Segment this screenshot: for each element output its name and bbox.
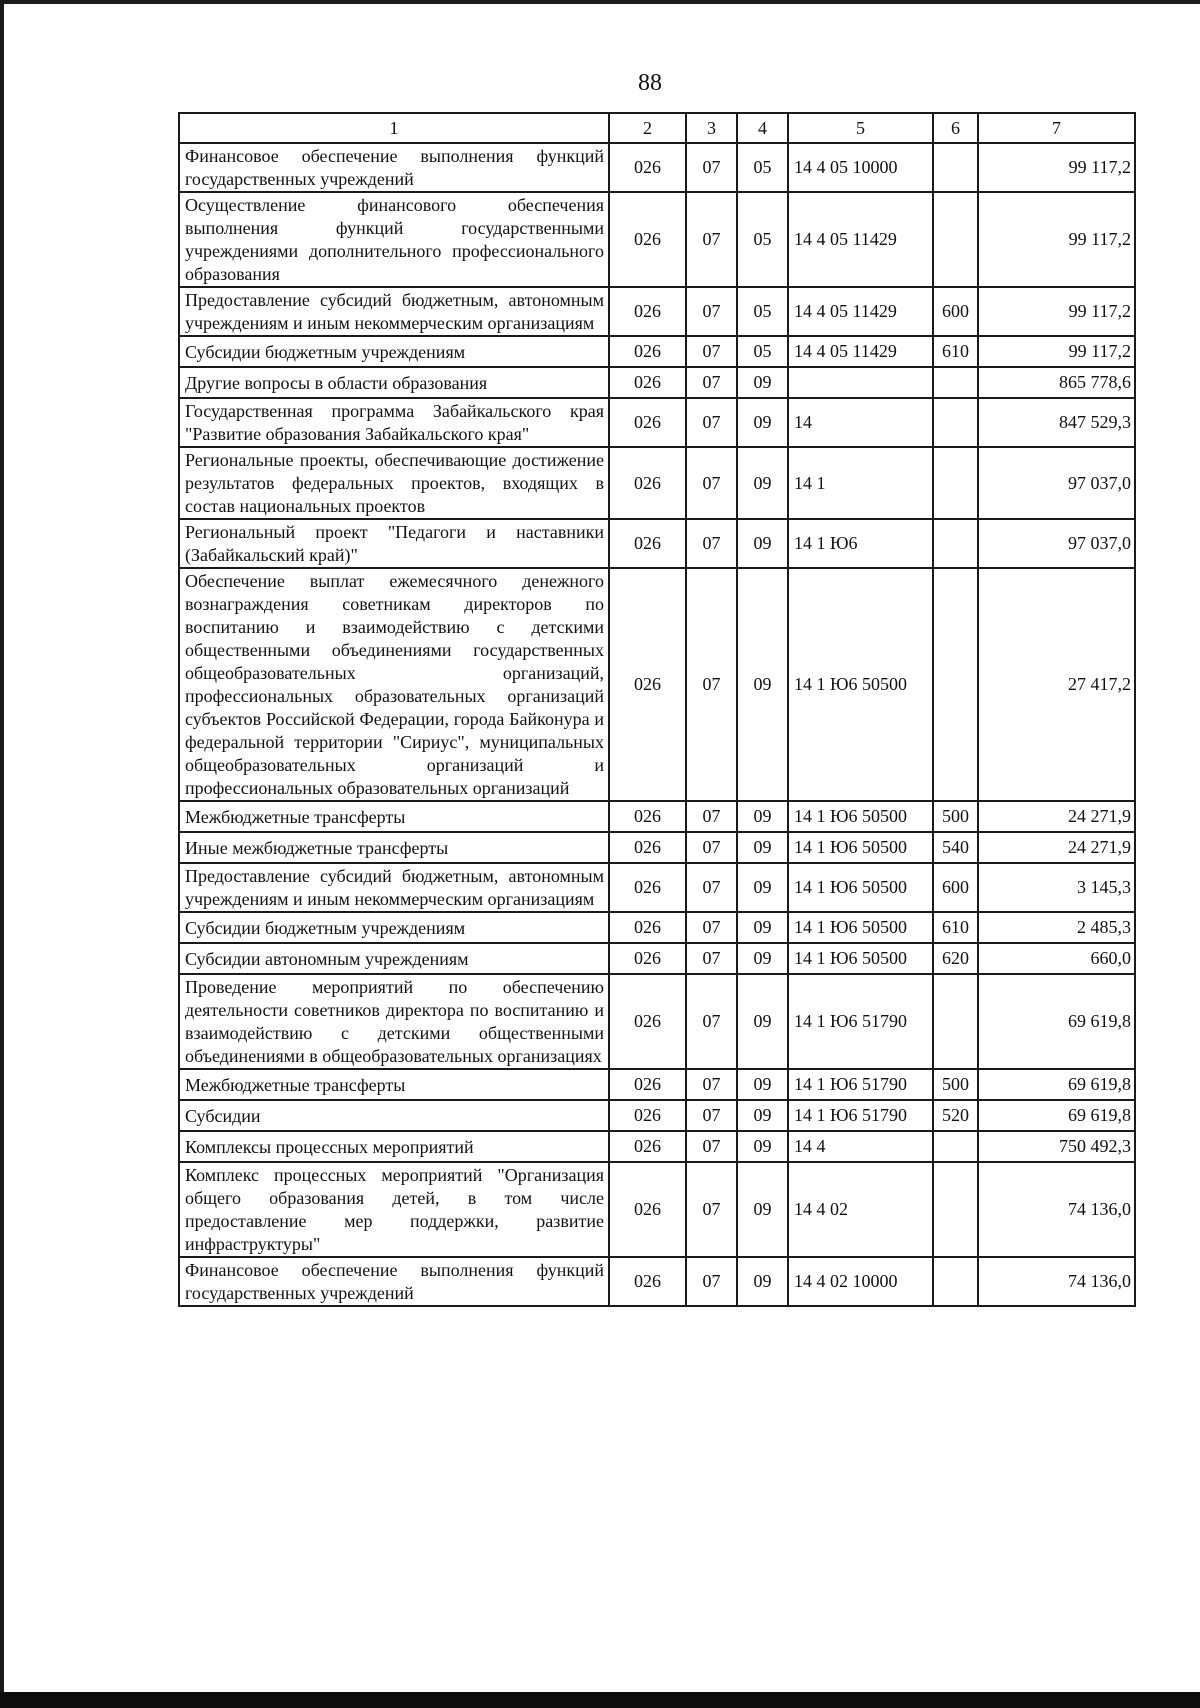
target-article-cell: 14 1 Ю6 50500 (788, 863, 933, 912)
ministry-code-cell: 026 (609, 287, 686, 336)
expense-type-cell: 610 (933, 912, 978, 943)
ministry-code-cell: 026 (609, 1069, 686, 1100)
subsection-code-cell: 09 (737, 447, 788, 519)
expense-type-cell (933, 974, 978, 1069)
row-name-cell: Осуществление финансового обеспечения выполнения функций государственными учреждениями дополнительного профессионального образования (179, 192, 609, 287)
subsection-code-cell: 09 (737, 367, 788, 398)
expense-type-cell (933, 568, 978, 801)
table-row (179, 832, 1135, 863)
subsection-code-cell: 05 (737, 192, 788, 287)
target-article-cell: 14 1 Ю6 50500 (788, 568, 933, 801)
table-row (179, 1069, 1135, 1100)
target-article-cell: 14 1 Ю6 50500 (788, 801, 933, 832)
subsection-code-cell: 09 (737, 974, 788, 1069)
target-article-cell: 14 4 05 10000 (788, 143, 933, 192)
expense-type-cell: 610 (933, 336, 978, 367)
amount-cell: 99 117,2 (978, 287, 1135, 336)
amount-cell: 847 529,3 (978, 398, 1135, 447)
section-code-cell: 07 (686, 1162, 737, 1257)
table-row (179, 447, 1135, 519)
target-article-cell: 14 4 05 11429 (788, 192, 933, 287)
ministry-code-cell: 026 (609, 447, 686, 519)
expense-type-cell (933, 367, 978, 398)
expense-type-cell (933, 1162, 978, 1257)
subsection-code-cell: 09 (737, 1131, 788, 1162)
table-row (179, 143, 1135, 192)
target-article-cell: 14 1 Ю6 51790 (788, 974, 933, 1069)
subsection-code-cell: 09 (737, 912, 788, 943)
table-row (179, 863, 1135, 912)
row-name-cell: Предоставление субсидий бюджетным, автономным учреждениям и иным некоммерческим организациям (179, 287, 609, 336)
expense-type-cell (933, 398, 978, 447)
section-code-cell: 07 (686, 974, 737, 1069)
ministry-code-cell: 026 (609, 974, 686, 1069)
target-article-cell: 14 4 02 (788, 1162, 933, 1257)
ministry-code-cell: 026 (609, 398, 686, 447)
scan-edge-top (0, 0, 1200, 4)
ministry-code-cell: 026 (609, 336, 686, 367)
budget-table (178, 112, 1136, 1307)
amount-cell: 24 271,9 (978, 801, 1135, 832)
subsection-code-cell: 09 (737, 1100, 788, 1131)
ministry-code-cell: 026 (609, 143, 686, 192)
expense-type-cell (933, 1131, 978, 1162)
amount-cell: 27 417,2 (978, 568, 1135, 801)
expense-type-cell: 600 (933, 863, 978, 912)
row-name-cell: Региональный проект "Педагоги и наставники (Забайкальский край)" (179, 519, 609, 568)
table-row (179, 568, 1135, 801)
amount-cell: 99 117,2 (978, 192, 1135, 287)
subsection-code-cell: 09 (737, 801, 788, 832)
row-name-cell: Другие вопросы в области образования (179, 367, 609, 398)
section-code-cell: 07 (686, 863, 737, 912)
target-article-cell: 14 4 05 11429 (788, 287, 933, 336)
row-name-cell: Субсидии (179, 1100, 609, 1131)
amount-cell: 99 117,2 (978, 336, 1135, 367)
row-name-cell: Комплексы процессных мероприятий (179, 1131, 609, 1162)
row-name-cell: Финансовое обеспечение выполнения функций государственных учреждений (179, 143, 609, 192)
table-row (179, 1162, 1135, 1257)
amount-cell: 97 037,0 (978, 447, 1135, 519)
section-code-cell: 07 (686, 519, 737, 568)
ministry-code-cell: 026 (609, 1131, 686, 1162)
row-name-cell: Субсидии бюджетным учреждениям (179, 912, 609, 943)
amount-cell: 74 136,0 (978, 1257, 1135, 1306)
amount-cell: 2 485,3 (978, 912, 1135, 943)
row-name-cell: Межбюджетные трансферты (179, 801, 609, 832)
row-name-cell: Проведение мероприятий по обеспечению деятельности советников директора по воспитанию и взаимодействию с детскими общественными объединениями в общеобразовательных организациях (179, 974, 609, 1069)
amount-cell: 24 271,9 (978, 832, 1135, 863)
section-code-cell: 07 (686, 568, 737, 801)
section-code-cell: 07 (686, 832, 737, 863)
column-header-row (179, 113, 1135, 143)
table-row (179, 974, 1135, 1069)
table-row (179, 943, 1135, 974)
page-number: 88 (638, 70, 662, 96)
expense-type-cell: 540 (933, 832, 978, 863)
section-code-cell: 07 (686, 367, 737, 398)
subsection-code-cell: 09 (737, 1162, 788, 1257)
target-article-cell: 14 1 Ю6 50500 (788, 832, 933, 863)
target-article-cell: 14 4 (788, 1131, 933, 1162)
amount-cell: 74 136,0 (978, 1162, 1135, 1257)
target-article-cell: 14 1 Ю6 51790 (788, 1069, 933, 1100)
expense-type-cell: 600 (933, 287, 978, 336)
target-article-cell: 14 1 Ю6 51790 (788, 1100, 933, 1131)
scan-edge-left (0, 0, 4, 1708)
expense-type-cell (933, 1257, 978, 1306)
table-body (179, 143, 1135, 1306)
table-row (179, 287, 1135, 336)
expense-type-cell (933, 192, 978, 287)
table-row (179, 398, 1135, 447)
column-header: 7 (978, 113, 1135, 143)
section-code-cell: 07 (686, 1100, 737, 1131)
amount-cell: 99 117,2 (978, 143, 1135, 192)
section-code-cell: 07 (686, 398, 737, 447)
amount-cell: 69 619,8 (978, 1100, 1135, 1131)
ministry-code-cell: 026 (609, 1257, 686, 1306)
ministry-code-cell: 026 (609, 1162, 686, 1257)
subsection-code-cell: 09 (737, 943, 788, 974)
column-header: 2 (609, 113, 686, 143)
target-article-cell: 14 1 Ю6 (788, 519, 933, 568)
ministry-code-cell: 026 (609, 943, 686, 974)
target-article-cell (788, 367, 933, 398)
table-row (179, 1257, 1135, 1306)
section-code-cell: 07 (686, 192, 737, 287)
ministry-code-cell: 026 (609, 1100, 686, 1131)
ministry-code-cell: 026 (609, 801, 686, 832)
subsection-code-cell: 05 (737, 143, 788, 192)
ministry-code-cell: 026 (609, 912, 686, 943)
amount-cell: 97 037,0 (978, 519, 1135, 568)
row-name-cell: Субсидии автономным учреждениям (179, 943, 609, 974)
expense-type-cell: 500 (933, 801, 978, 832)
table-row (179, 801, 1135, 832)
target-article-cell: 14 4 05 11429 (788, 336, 933, 367)
row-name-cell: Комплекс процессных мероприятий "Организация общего образования детей, в том числе предоставление мер поддержки, развитие инфраструктуры" (179, 1162, 609, 1257)
expense-type-cell: 500 (933, 1069, 978, 1100)
amount-cell: 865 778,6 (978, 367, 1135, 398)
expense-type-cell (933, 143, 978, 192)
column-header: 5 (788, 113, 933, 143)
section-code-cell: 07 (686, 912, 737, 943)
row-name-cell: Субсидии бюджетным учреждениям (179, 336, 609, 367)
expense-type-cell (933, 447, 978, 519)
ministry-code-cell: 026 (609, 519, 686, 568)
amount-cell: 3 145,3 (978, 863, 1135, 912)
column-header: 4 (737, 113, 788, 143)
scan-edge-bottom (0, 1692, 1200, 1708)
section-code-cell: 07 (686, 1257, 737, 1306)
subsection-code-cell: 09 (737, 863, 788, 912)
ministry-code-cell: 026 (609, 192, 686, 287)
row-name-cell: Иные межбюджетные трансферты (179, 832, 609, 863)
target-article-cell: 14 4 02 10000 (788, 1257, 933, 1306)
expense-type-cell: 520 (933, 1100, 978, 1131)
target-article-cell: 14 (788, 398, 933, 447)
section-code-cell: 07 (686, 287, 737, 336)
row-name-cell: Предоставление субсидий бюджетным, автономным учреждениям и иным некоммерческим организациям (179, 863, 609, 912)
section-code-cell: 07 (686, 801, 737, 832)
expense-type-cell (933, 519, 978, 568)
row-name-cell: Региональные проекты, обеспечивающие достижение результатов федеральных проектов, входящих в состав национальных проектов (179, 447, 609, 519)
amount-cell: 69 619,8 (978, 974, 1135, 1069)
table-row (179, 336, 1135, 367)
subsection-code-cell: 05 (737, 287, 788, 336)
subsection-code-cell: 09 (737, 832, 788, 863)
section-code-cell: 07 (686, 1069, 737, 1100)
row-name-cell: Межбюджетные трансферты (179, 1069, 609, 1100)
row-name-cell: Обеспечение выплат ежемесячного денежного вознаграждения советникам директоров по воспитанию и взаимодействию с детскими общественными объединениями государственных общеобразовательных организаций, профессиональных образовательных организаций субъектов Российской Федерации, города Байконура и федеральной территории "Сириус", муниципальных общеобразовательных организаций и профессиональных образовательных организаций (179, 568, 609, 801)
amount-cell: 660,0 (978, 943, 1135, 974)
amount-cell: 750 492,3 (978, 1131, 1135, 1162)
table-row (179, 192, 1135, 287)
table-row (179, 367, 1135, 398)
section-code-cell: 07 (686, 336, 737, 367)
section-code-cell: 07 (686, 447, 737, 519)
subsection-code-cell: 09 (737, 1257, 788, 1306)
ministry-code-cell: 026 (609, 367, 686, 398)
ministry-code-cell: 026 (609, 863, 686, 912)
subsection-code-cell: 09 (737, 568, 788, 801)
ministry-code-cell: 026 (609, 832, 686, 863)
subsection-code-cell: 05 (737, 336, 788, 367)
column-header: 6 (933, 113, 978, 143)
expense-type-cell: 620 (933, 943, 978, 974)
amount-cell: 69 619,8 (978, 1069, 1135, 1100)
table-row (179, 912, 1135, 943)
table-row (179, 1131, 1135, 1162)
section-code-cell: 07 (686, 943, 737, 974)
target-article-cell: 14 1 Ю6 50500 (788, 943, 933, 974)
ministry-code-cell: 026 (609, 568, 686, 801)
row-name-cell: Финансовое обеспечение выполнения функций государственных учреждений (179, 1257, 609, 1306)
subsection-code-cell: 09 (737, 1069, 788, 1100)
section-code-cell: 07 (686, 143, 737, 192)
column-header: 3 (686, 113, 737, 143)
subsection-code-cell: 09 (737, 398, 788, 447)
column-header: 1 (179, 113, 609, 143)
target-article-cell: 14 1 Ю6 50500 (788, 912, 933, 943)
section-code-cell: 07 (686, 1131, 737, 1162)
subsection-code-cell: 09 (737, 519, 788, 568)
table-row (179, 519, 1135, 568)
table-row (179, 1100, 1135, 1131)
row-name-cell: Государственная программа Забайкальского края "Развитие образования Забайкальского края" (179, 398, 609, 447)
target-article-cell: 14 1 (788, 447, 933, 519)
